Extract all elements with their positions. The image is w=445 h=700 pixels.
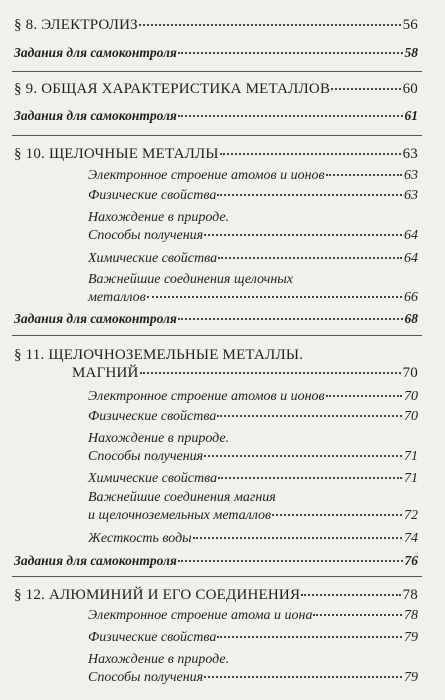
page-number: 71	[404, 471, 418, 486]
dot-leader	[217, 415, 402, 417]
toc-tasks-entry[interactable]	[14, 44, 418, 62]
toc-entry-title-line: Нахождение в природе.	[88, 431, 230, 446]
page-number: 70	[404, 409, 418, 424]
dot-leader	[139, 24, 401, 26]
toc-entry-title: § 9. ОБЩАЯ ХАРАКТЕРИСТИКА МЕТАЛЛОВ	[14, 81, 331, 97]
page-number: 56	[402, 17, 418, 33]
toc-entry-title: § 10. ЩЕЛОЧНЫЕ МЕТАЛЛЫ	[14, 146, 219, 162]
dot-leader	[140, 372, 401, 374]
toc-entry-title: § 8. ЭЛЕКТРОЛИЗ	[14, 17, 138, 33]
page-number: 74	[404, 531, 418, 546]
page-number: 61	[404, 108, 418, 123]
toc-subentry[interactable]	[88, 408, 418, 426]
page-number: 76	[404, 553, 418, 568]
toc-subentry[interactable]	[88, 530, 418, 548]
toc-subentry[interactable]	[88, 470, 418, 488]
toc-entry-title-line: Нахождение в природе.	[88, 652, 230, 667]
toc-entry-title: Электронное строение атомов и ионов	[88, 168, 325, 183]
page-number: 63	[404, 168, 418, 183]
dot-leader	[220, 153, 401, 155]
page-number: 66	[404, 290, 418, 305]
page-number: 70	[404, 389, 418, 404]
toc-subentry[interactable]	[88, 629, 418, 647]
toc-entry-title: Способы получения	[88, 449, 204, 464]
page-number: 71	[404, 449, 418, 464]
toc-entry-title: Электронное строение атомов и ионов	[88, 389, 325, 404]
dot-leader	[204, 676, 402, 678]
toc-subentry[interactable]	[88, 250, 418, 268]
toc-section-entry[interactable]	[14, 586, 418, 604]
toc-subentry[interactable]	[88, 489, 418, 525]
page-number: 58	[404, 45, 418, 60]
dot-leader	[217, 194, 402, 196]
page-number: 63	[404, 188, 418, 203]
toc-entry-title: § 12. АЛЮМИНИЙ И ЕГО СОЕДИНЕНИЯ	[14, 587, 301, 603]
page-number: 68	[404, 311, 418, 326]
dot-leader	[331, 88, 400, 90]
toc-entry-title-line: § 11. ЩЕЛОЧНОЗЕМЕЛЬНЫЕ МЕТАЛЛЫ.	[14, 347, 304, 363]
toc-entry-title: МАГНИЙ	[72, 365, 139, 381]
toc-entry-title: Электронное строение атома и иона	[88, 608, 313, 623]
dot-leader	[204, 455, 402, 457]
dot-leader	[313, 614, 402, 616]
page-number: 63	[402, 146, 418, 162]
toc-entry-title-line: Важнейшие соединения щелочных	[88, 272, 293, 287]
page-number: 79	[404, 670, 418, 685]
section-divider	[12, 335, 422, 336]
page-number: 70	[402, 365, 418, 381]
toc-entry-title: Задания для самоконтроля	[14, 45, 177, 60]
dot-leader	[147, 296, 402, 298]
toc-section-entry[interactable]	[14, 16, 418, 34]
toc-entry-title-line: Нахождение в природе.	[88, 210, 230, 225]
section-divider	[12, 135, 422, 136]
toc-tasks-entry[interactable]	[14, 552, 418, 570]
dot-leader	[272, 514, 402, 516]
toc-entry-title: Способы получения	[88, 670, 204, 685]
toc-subentry[interactable]	[88, 651, 418, 687]
dot-leader	[178, 52, 403, 54]
toc-section-entry[interactable]	[14, 346, 418, 382]
toc-entry-title: Физические свойства	[88, 630, 217, 645]
dot-leader	[218, 257, 402, 259]
toc-section-entry[interactable]	[14, 80, 418, 98]
toc-subentry[interactable]	[88, 388, 418, 406]
dot-leader	[326, 174, 402, 176]
dot-leader	[204, 234, 402, 236]
toc-subentry[interactable]	[88, 187, 418, 205]
toc-entry-title: Способы получения	[88, 228, 204, 243]
dot-leader	[301, 594, 400, 596]
page-number: 79	[404, 630, 418, 645]
toc-entry-title: Жесткость воды	[88, 531, 192, 546]
page-number: 72	[404, 508, 418, 523]
page-number: 60	[402, 81, 418, 97]
dot-leader	[193, 537, 402, 539]
toc-entry-title: Химические свойства	[88, 471, 218, 486]
toc-entry-title: Физические свойства	[88, 409, 217, 424]
toc-entry-title-line: Важнейшие соединения магния	[88, 490, 276, 505]
page-number: 64	[404, 228, 418, 243]
page-number: 78	[404, 608, 418, 623]
dot-leader	[178, 560, 403, 562]
toc-subentry[interactable]	[88, 430, 418, 466]
dot-leader	[217, 636, 402, 638]
toc-tasks-entry[interactable]	[14, 107, 418, 125]
page-number: 78	[402, 587, 418, 603]
page-number: 64	[404, 251, 418, 266]
toc-subentry[interactable]	[88, 167, 418, 185]
toc-entry-title: Задания для самоконтроля	[14, 108, 177, 123]
toc-entry-title: Задания для самоконтроля	[14, 311, 177, 326]
toc-subentry[interactable]	[88, 271, 418, 307]
toc-subentry[interactable]	[88, 209, 418, 245]
toc-entry-title: и щелочноземельных металлов	[88, 508, 272, 523]
section-divider	[12, 576, 422, 577]
toc-entry-title: Химические свойства	[88, 251, 218, 266]
section-divider	[12, 71, 422, 72]
toc-entry-title: Физические свойства	[88, 188, 217, 203]
dot-leader	[178, 115, 403, 117]
toc-section-entry[interactable]	[14, 145, 418, 163]
dot-leader	[218, 477, 402, 479]
toc-entry-title: Задания для самоконтроля	[14, 553, 177, 568]
dot-leader	[326, 395, 402, 397]
toc-subentry[interactable]	[88, 607, 418, 625]
toc-entry-title: металлов	[88, 290, 146, 305]
toc-tasks-entry[interactable]	[14, 310, 418, 328]
dot-leader	[178, 318, 403, 320]
